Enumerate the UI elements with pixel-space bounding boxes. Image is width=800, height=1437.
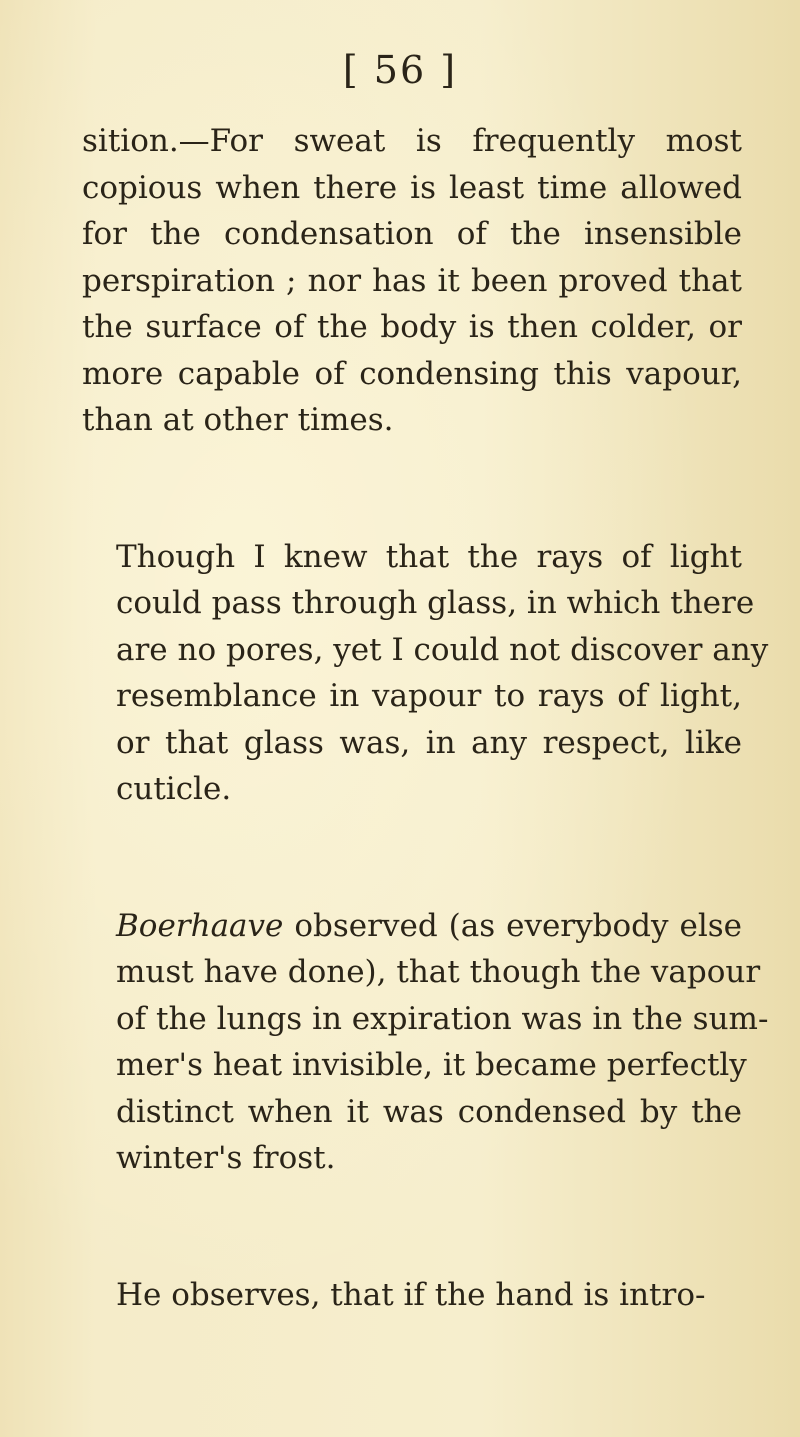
text-line: distinct when it was condensed by the (116, 1093, 742, 1130)
text-line-rest: observed (as everybody else (283, 907, 742, 944)
text-line: must have done), that though the vapour (116, 954, 761, 990)
page-number: [ 56 ] (342, 48, 458, 92)
paragraph-1 (82, 118, 742, 444)
body-text (82, 118, 769, 1318)
text-line: are no pores, yet I could not discover any (116, 631, 769, 668)
text-line: resemblance in vapour to rays of light, (116, 678, 742, 714)
text-line: mer's heat invisible, it became perfectly (116, 1047, 747, 1083)
text-line: perspiration ; nor has it been proved that (82, 262, 742, 299)
text-line: could pass through glass, in which there (116, 585, 755, 621)
text-line: more capable of condensing this vapour, (82, 355, 742, 392)
text-line: winter's frost. (116, 1140, 336, 1176)
author-name: Boerhaave (116, 907, 284, 944)
text-line: for the condensation of the insensible (82, 216, 742, 252)
text-line: the surface of the body is then colder, or (82, 309, 742, 345)
text-line: He observes, that if the hand is intro- (116, 1276, 706, 1313)
text-line-first (82, 903, 742, 950)
text-line: Though I knew that the rays of light (116, 538, 742, 575)
text-line: copious when there is least time allowed (82, 169, 742, 206)
text-line: or that glass was, in any respect, like (116, 724, 742, 761)
text-line: of the lungs in expiration was in the sum- (116, 1000, 769, 1037)
paragraph-3 (82, 903, 769, 1182)
paragraph-2 (82, 534, 769, 813)
text-line: cuticle. (116, 771, 232, 807)
text-line: sition.—For sweat is frequently most (82, 123, 742, 159)
text-line: than at other times. (82, 402, 394, 438)
paragraph-4 (82, 1272, 742, 1319)
